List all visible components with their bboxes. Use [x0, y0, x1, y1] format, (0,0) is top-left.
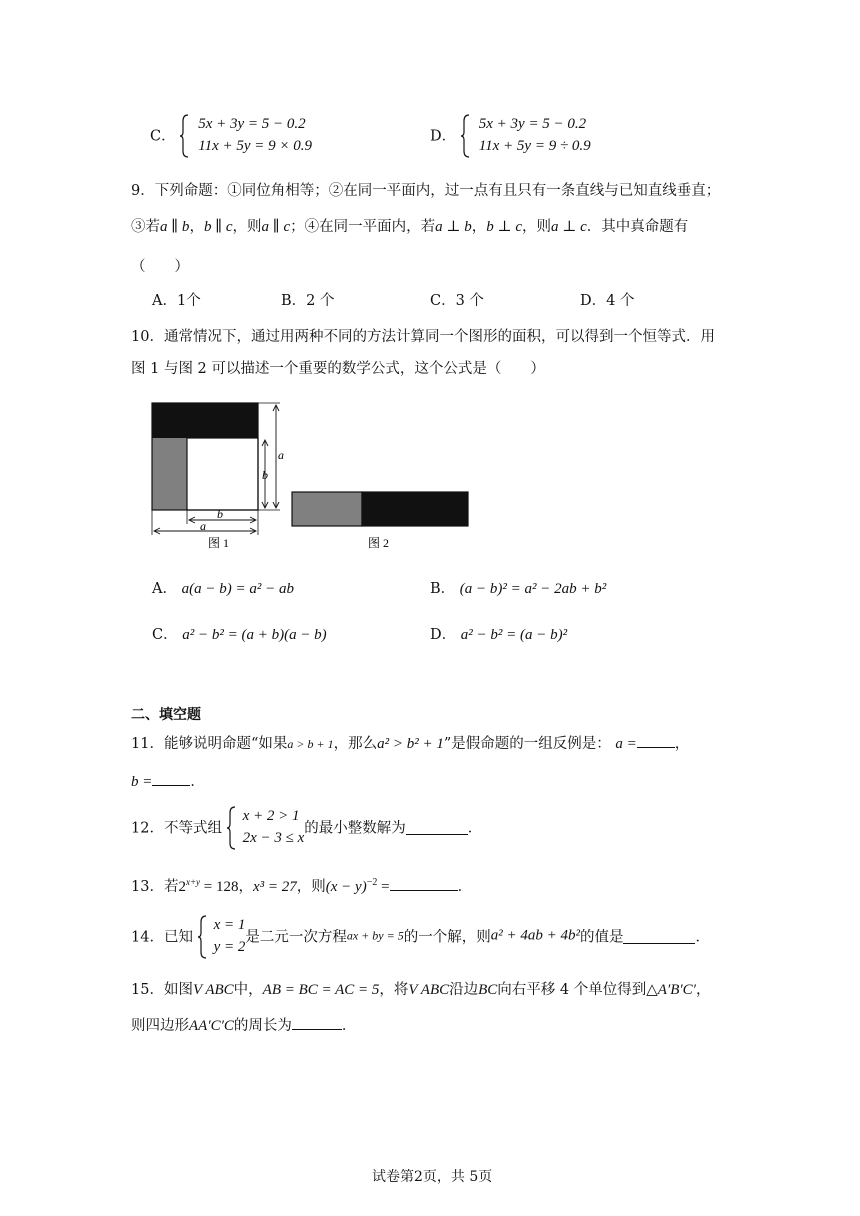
math-expr: a ⊥ c	[551, 219, 587, 235]
equation-system	[198, 914, 246, 958]
dim-b-label-right: b	[262, 468, 268, 482]
q8-option-d	[430, 113, 591, 157]
text: ，则	[522, 219, 551, 235]
q10-option-c	[152, 625, 327, 645]
left-brace-icon	[461, 113, 471, 159]
q10-figures	[140, 395, 480, 555]
equation-line: 5x + 3y = 5 − 0.2	[198, 116, 306, 132]
text: ，	[695, 982, 711, 998]
math-expr: =	[377, 878, 390, 895]
q9-option-c: C．3 个	[430, 293, 484, 309]
q9-option-a: A．1个	[152, 293, 201, 309]
math-expr: a ∥ b	[160, 219, 190, 235]
math-expr: b =	[131, 774, 153, 790]
inequality-line: 2x − 3 ≤ x	[242, 830, 305, 846]
option-label: A．	[152, 581, 177, 597]
option-label: C．	[150, 128, 176, 145]
q10-option-b	[430, 579, 606, 599]
text: 12．不等式组	[131, 820, 222, 837]
equation-line: 11x + 5y = 9 × 0.9	[198, 138, 313, 154]
q10-option-a	[152, 579, 294, 599]
equation-line: y = 2	[213, 939, 246, 955]
text: ．其中真命题有	[586, 219, 689, 235]
text: 中，	[233, 982, 263, 998]
left-brace-icon	[227, 805, 237, 851]
dim-b-label-bottom: b	[217, 507, 223, 521]
q10-line-1: 10．通常情况下，通过用两种不同的方法计算同一个图形的面积，可以得到一个恒等式．用	[131, 329, 715, 345]
inequality-line: x + 2 > 1	[242, 808, 300, 824]
left-brace-icon	[180, 113, 190, 159]
text: ，将	[379, 982, 409, 998]
equation-line: x = 1	[213, 917, 246, 933]
fig1-left-gray-bar	[152, 438, 187, 510]
text: 11．能够说明命题“如果	[131, 736, 288, 752]
math-expr: BC	[478, 982, 498, 998]
text: 的最小整数解为	[304, 820, 406, 837]
equation-system	[180, 113, 312, 157]
q10-option-d	[430, 625, 567, 645]
formula: a² − b² = (a − b)²	[460, 627, 568, 643]
fig2-gray-part	[292, 492, 362, 526]
formula: (a − b)² = a² − 2ab + b²	[459, 581, 607, 597]
answer-blank[interactable]	[390, 875, 458, 891]
q9-line-2	[131, 217, 688, 237]
math-expr: V ABC	[408, 982, 450, 998]
fig1-top-black-bar	[152, 403, 258, 438]
text: ．	[341, 1018, 357, 1034]
equation-system	[461, 113, 591, 157]
math-expr: ax + by = 5	[346, 928, 404, 943]
text: 沿边	[449, 982, 479, 998]
q9-option-d: D．4 个	[580, 293, 635, 309]
math-expr: b ∥ c	[203, 219, 233, 235]
q13	[131, 872, 472, 897]
dim-a-label-bottom: a	[200, 519, 206, 533]
text: ．	[695, 929, 710, 946]
text: 的周长为	[233, 1018, 292, 1034]
fig1-caption: 图 1	[208, 536, 230, 550]
q12	[131, 805, 482, 849]
q9-option-b: B．2 个	[281, 293, 335, 309]
answer-blank[interactable]	[623, 928, 695, 944]
text: ．	[457, 878, 473, 895]
fig2-caption: 图 2	[368, 536, 390, 550]
math-expr: 2	[178, 878, 186, 895]
text: ，	[189, 219, 204, 235]
inequality-system	[227, 805, 305, 849]
dim-a-label-right: a	[278, 448, 284, 462]
option-label: D．	[430, 627, 457, 643]
text: 的一个解，则	[403, 929, 491, 946]
text: 向右平移 4 个单位得到	[497, 982, 647, 998]
text: ；④在同一平面内，若	[290, 219, 436, 235]
text: ”是假命题的一组反例是：	[443, 736, 611, 752]
option-label: C．	[152, 627, 178, 643]
answer-blank[interactable]	[406, 819, 468, 835]
text: ，则	[232, 219, 262, 235]
text: ．	[190, 774, 205, 790]
page-footer: 试卷第2页，共 5页	[372, 1169, 493, 1185]
text: 是二元一次方程	[245, 929, 347, 946]
equation-line: 5x + 3y = 5 − 0.2	[478, 116, 587, 132]
q15-line-1	[131, 980, 710, 1000]
math-expr: a ∥ c	[261, 219, 291, 235]
text: ，	[674, 736, 690, 752]
text: 13．若	[131, 878, 179, 895]
q11-line-1	[131, 732, 689, 754]
answer-blank[interactable]	[637, 732, 675, 748]
option-label: B．	[430, 581, 456, 597]
q9-answer-paren: （ ）	[131, 259, 189, 275]
text: ，	[238, 878, 253, 895]
q8-option-c	[150, 113, 312, 157]
text: ，那么	[333, 736, 378, 752]
text: ，则	[296, 878, 326, 895]
fig2-black-part	[362, 492, 468, 526]
math-expr: x+y	[185, 877, 201, 887]
math-expr: = 128	[200, 878, 239, 895]
equation-line: 11x + 5y = 9 ÷ 0.9	[478, 138, 591, 154]
math-expr: a² > b² + 1	[377, 736, 444, 752]
section-heading: 二、填空题	[131, 707, 201, 723]
math-expr: x³ = 27	[252, 878, 297, 895]
formula: a² − b² = (a + b)(a − b)	[182, 627, 327, 643]
text: 则四边形	[131, 1018, 189, 1034]
math-expr: V ABC	[192, 982, 234, 998]
left-brace-icon	[198, 914, 208, 960]
text: ，	[471, 219, 487, 235]
math-expr: △A′B′C′	[646, 982, 696, 998]
option-label: D．	[430, 128, 457, 145]
text: ．	[467, 820, 483, 837]
math-expr: −2	[366, 877, 378, 888]
q14	[131, 914, 710, 958]
text: 14．已知	[131, 929, 193, 946]
math-expr: (x − y)	[325, 878, 367, 895]
math-expr: AA′C′C	[189, 1018, 234, 1034]
text: ③若	[131, 219, 160, 235]
fig1-white-square	[187, 438, 258, 510]
answer-blank[interactable]	[292, 1014, 342, 1030]
text: 15．如图	[131, 982, 193, 998]
math-expr: a =	[615, 736, 637, 752]
text: 的值是	[579, 929, 624, 946]
math-expr: b ⊥ c	[486, 219, 522, 235]
math-expr: a² + 4ab + 4b²	[490, 927, 580, 944]
math-expr: AB = BC = AC = 5	[262, 982, 380, 998]
math-expr: a ⊥ b	[435, 219, 472, 235]
answer-blank[interactable]	[152, 770, 190, 786]
math-expr: a > b + 1	[287, 737, 334, 751]
formula: a(a − b) = a² − ab	[181, 581, 294, 597]
q11-line-2	[131, 770, 205, 792]
q9-line-1: 9．下列命题：①同位角相等；②在同一平面内，过一点有且只有一条直线与已知直线垂直；	[131, 183, 721, 199]
q10-line-2: 图 1 与图 2 可以描述一个重要的数学公式，这个公式是（ ）	[131, 361, 545, 377]
q15-line-2	[131, 1014, 356, 1036]
